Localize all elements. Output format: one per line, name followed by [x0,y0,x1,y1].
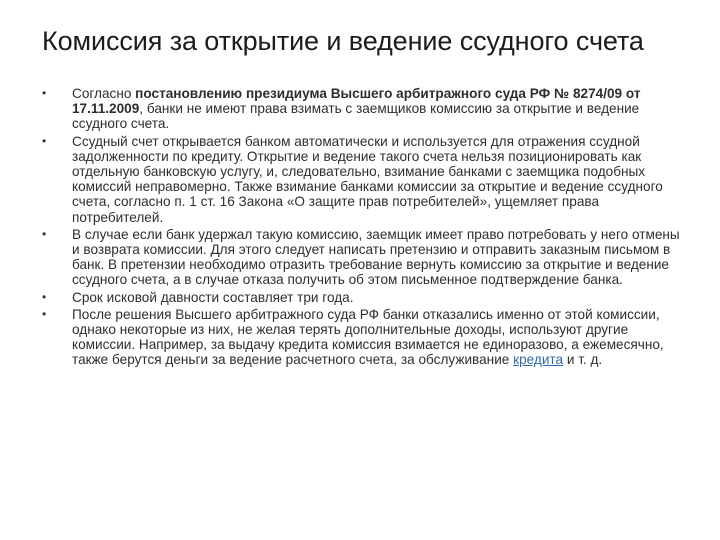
bullet-1-text-pre: Согласно [72,86,136,101]
bullet-dot-icon: • [42,226,47,241]
credit-link[interactable]: кредита [513,352,564,368]
resolution-reference: постановлению президиума Высшего арбитражного суда РФ № 8274/09 от 17.11.2009 [72,86,641,117]
bullet-dot-icon: • [42,133,47,148]
bullet-4-text: Срок исковой давности составляет три года. [72,289,354,305]
bullet-item-2 [0,134,720,225]
bullet-5-text-post: и т. д. [563,352,603,368]
bullet-3-text: В случае если банк удержал такую комиссию, заемщик имеет право потребовать у него отмены и возврата комиссии. Для этого следует написать претензию и отправить заказным письмом в банк. В претензии необходимо отразить требование вернуть комиссию за открытие и ведение ссудного счета, а в случае отказа получить об этом письменное подтверждение банка. [72,226,680,288]
bullet-dot-icon: • [42,86,47,100]
bullet-2-text: Ссудный счет открывается банком автоматически и используется для отражения ссудной задолженности по кредиту. Открытие и ведение такого счета нельзя позиционировать как отдельную банковскую услугу, и, следовательно, взимание банками с заемщика подобных комиссий неправомерно. Также взимание банками комиссии за открытие и ведение ссудного счета, согласно п. 1 ст. 16 Закона «О защите прав потребителей», ущемляет права потребителей. [72,133,663,225]
bullet-dot-icon: • [42,306,47,321]
bullet-item-5 [0,307,720,368]
bullet-item-3 [0,227,720,288]
bullet-list [0,86,720,370]
bullet-dot-icon: • [42,289,47,304]
bullet-item-1 [0,86,720,132]
bullet-5-text-pre: После решения Высшего арбитражного суда РФ банки отказались именно от этой комиссии, однако некоторые из них, не желая терять дополнительные доходы, используют другие комиссии. Например, за выдачу кредита комиссия взимается не единоразово, а ежемесячно, также берутся деньги за ведение расчетного счета, за обслуживание [72,306,664,368]
bullet-item-4 [0,290,720,305]
bullet-1-text-post: , банки не имеют права взимать с заемщиков комиссию за открытие и ведение ссудного счета. [72,101,640,132]
slide-title: Комиссия за открытие и ведение ссудного счета [42,26,644,56]
